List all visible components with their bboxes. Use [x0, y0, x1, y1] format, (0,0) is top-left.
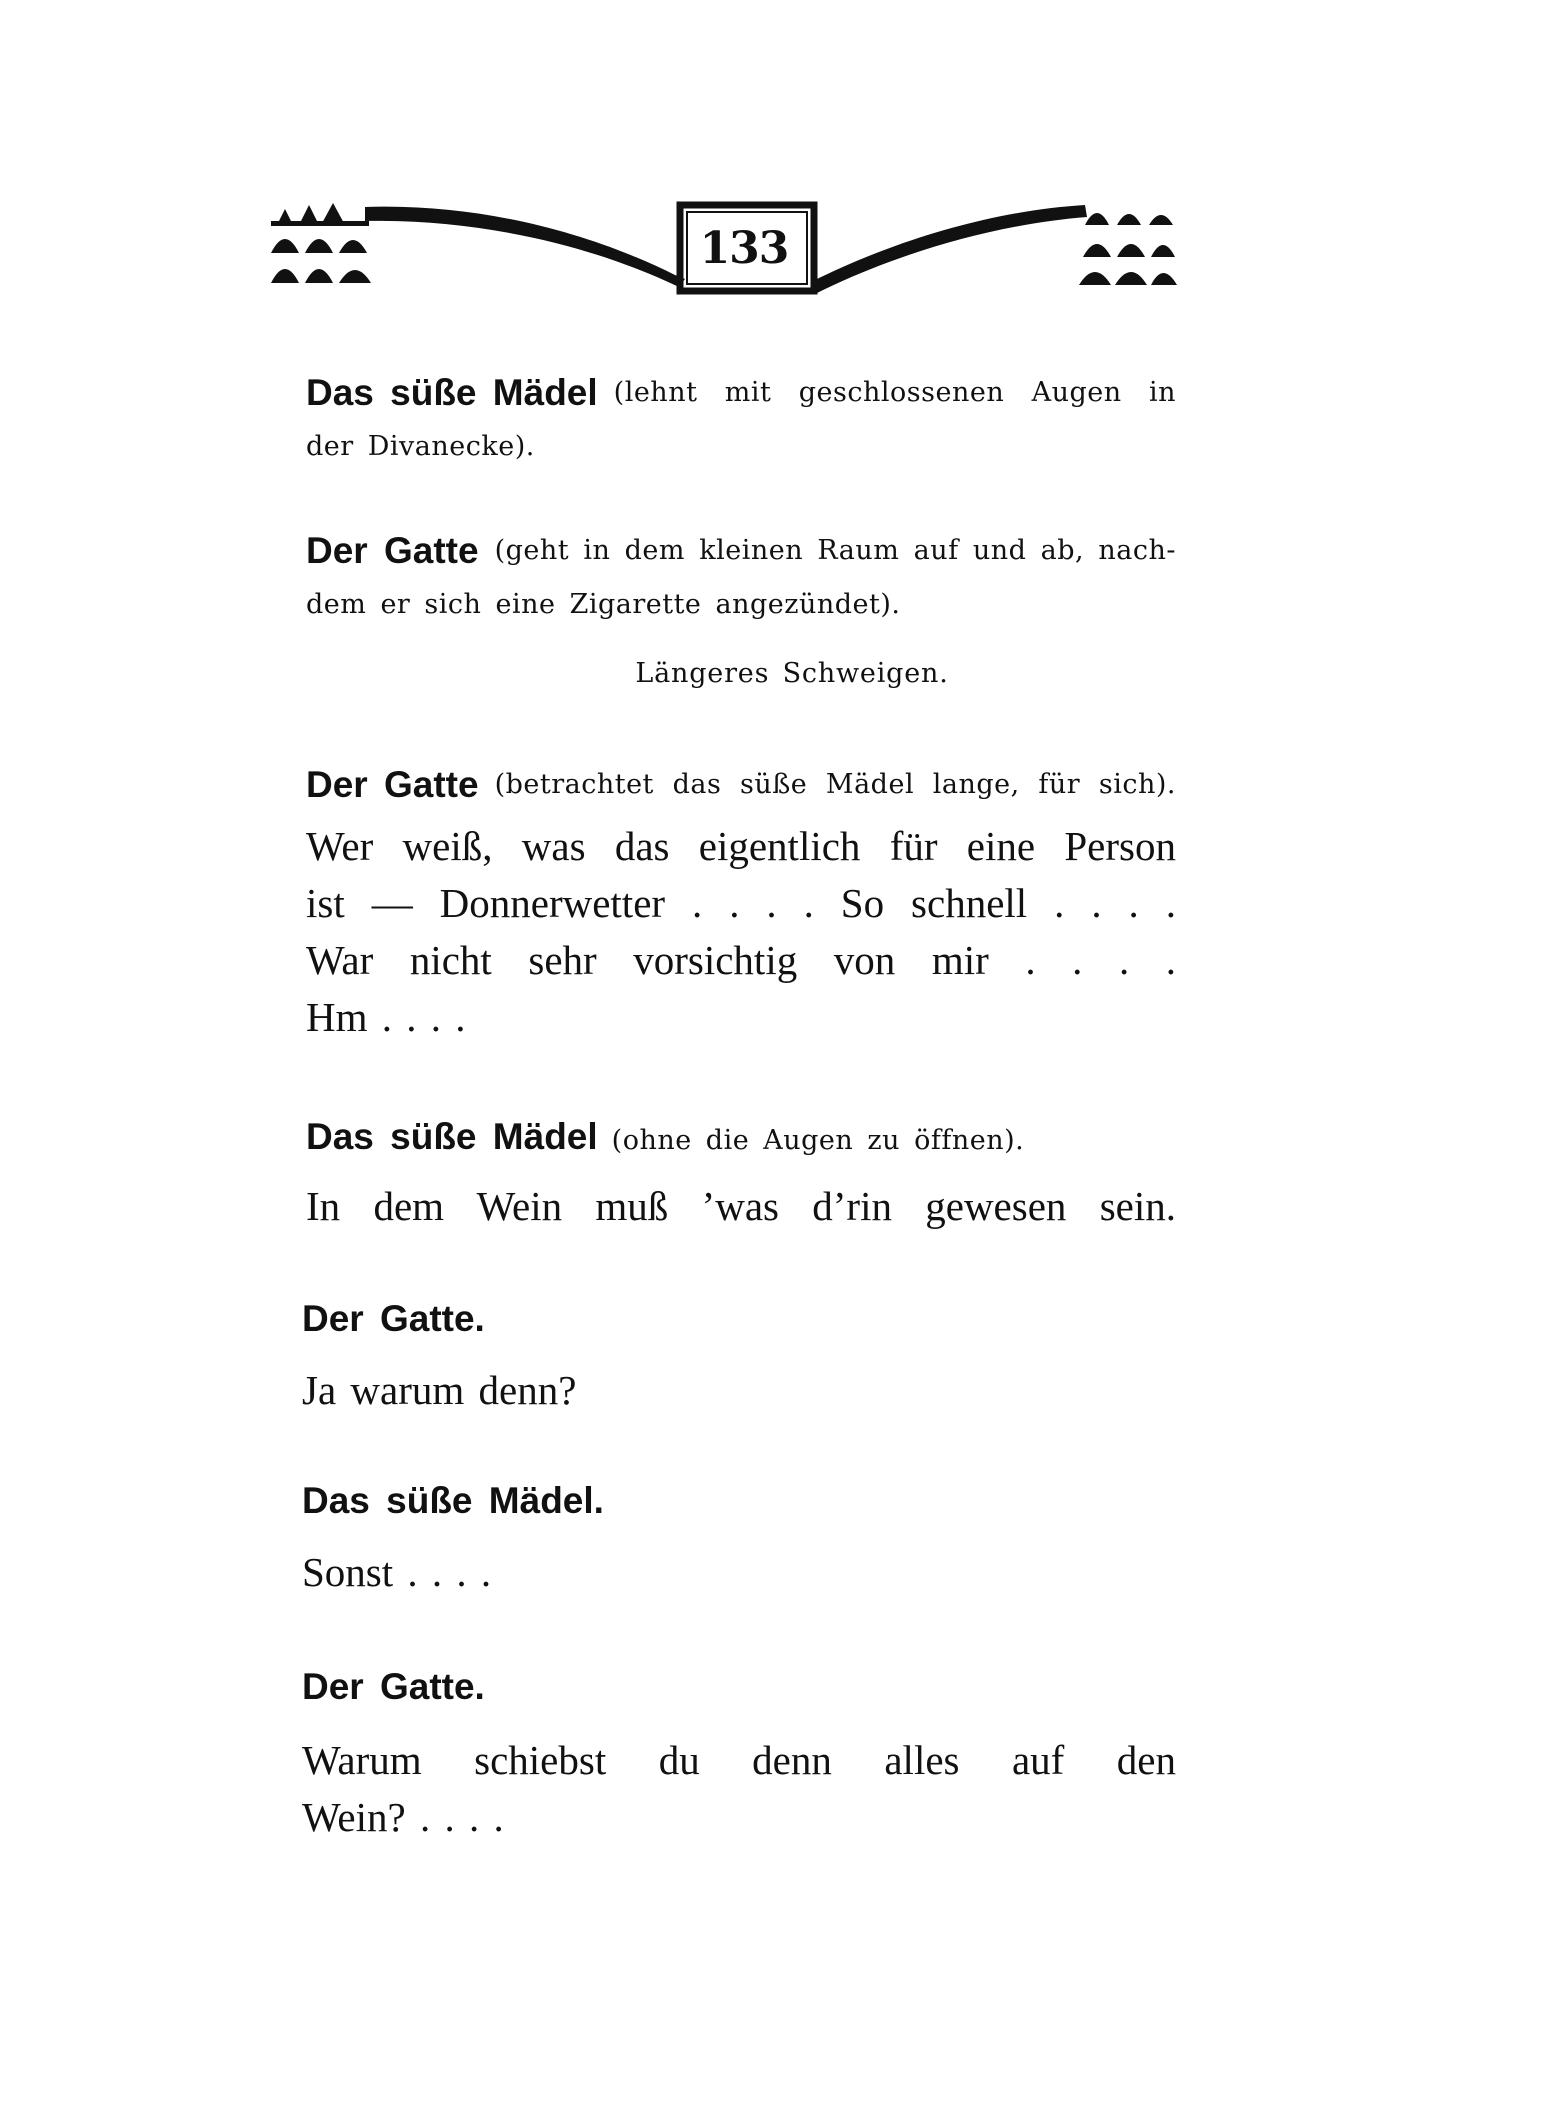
entry-madel-3 — [302, 1474, 1172, 1601]
stage-direction: (betrachtet das süße Mädel lange, für sich). — [494, 769, 1176, 800]
speech-line: ist — Donnerwetter . . . . So schnell . . . . — [306, 880, 1176, 926]
stage-note: Längeres Schweigen. — [635, 658, 949, 689]
entry-line — [306, 366, 1176, 420]
entry-line — [302, 1292, 1172, 1354]
curved-line-ornament-icon — [365, 207, 685, 287]
stage-direction-continued: der Divanecke). — [306, 431, 535, 462]
speaker-name: Der Gatte — [306, 530, 479, 571]
entry-line — [302, 1660, 1176, 1722]
speech — [306, 818, 1176, 1046]
left-spade-cluster-icon — [271, 203, 371, 283]
speaker-name: Der Gatte. — [302, 1666, 485, 1707]
speech — [302, 1732, 1176, 1846]
speaker-name: Der Gatte. — [302, 1298, 485, 1339]
speech-line: Warum schiebst du denn alles auf den — [302, 1737, 1176, 1783]
entry-gatte-1 — [306, 524, 1176, 632]
entry-madel-1 — [306, 366, 1176, 474]
stage-direction-continued: dem er sich eine Zigarette angezündet). — [306, 589, 901, 620]
speaker-name: Das süße Mädel — [306, 1116, 598, 1157]
entry-madel-2 — [306, 1110, 1176, 1235]
entry-line — [306, 1110, 1176, 1172]
stage-direction: (lehnt mit geschlossenen Augen in — [613, 377, 1176, 408]
page-number: 133 — [699, 222, 789, 274]
speaker-name: Das süße Mädel. — [302, 1480, 604, 1521]
entry-gatte-3 — [302, 1292, 1172, 1419]
speech-line: Sonst . . . . — [302, 1549, 492, 1595]
right-spade-cluster-icon — [1079, 213, 1177, 285]
speech — [302, 1362, 1172, 1419]
speech — [306, 1178, 1176, 1235]
speech-line: Wer weiß, was das eigentlich für eine Person — [306, 823, 1176, 869]
speech-line: Wein? . . . . — [302, 1794, 504, 1840]
entry-gatte-4 — [302, 1660, 1176, 1846]
entry-line — [306, 524, 1176, 578]
speech-line: In dem Wein muß ’was d’rin gewesen sein. — [306, 1183, 1176, 1229]
speech — [302, 1544, 1172, 1601]
speech-line: Hm . . . . — [306, 994, 466, 1040]
stage-direction: (ohne die Augen zu öffnen). — [611, 1125, 1025, 1156]
speaker-name: Der Gatte — [306, 764, 479, 805]
speaker-name: Das süße Mädel — [306, 372, 598, 413]
entry-line — [302, 1474, 1172, 1536]
entry-gatte-2 — [306, 758, 1176, 1046]
entry-line — [306, 758, 1176, 812]
stage-direction: (geht in dem kleinen Raum auf und ab, nach- — [494, 535, 1176, 566]
speech-line: War nicht sehr vorsichtig von mir . . . . — [306, 937, 1176, 983]
speech-line: Ja warum denn? — [302, 1367, 577, 1413]
